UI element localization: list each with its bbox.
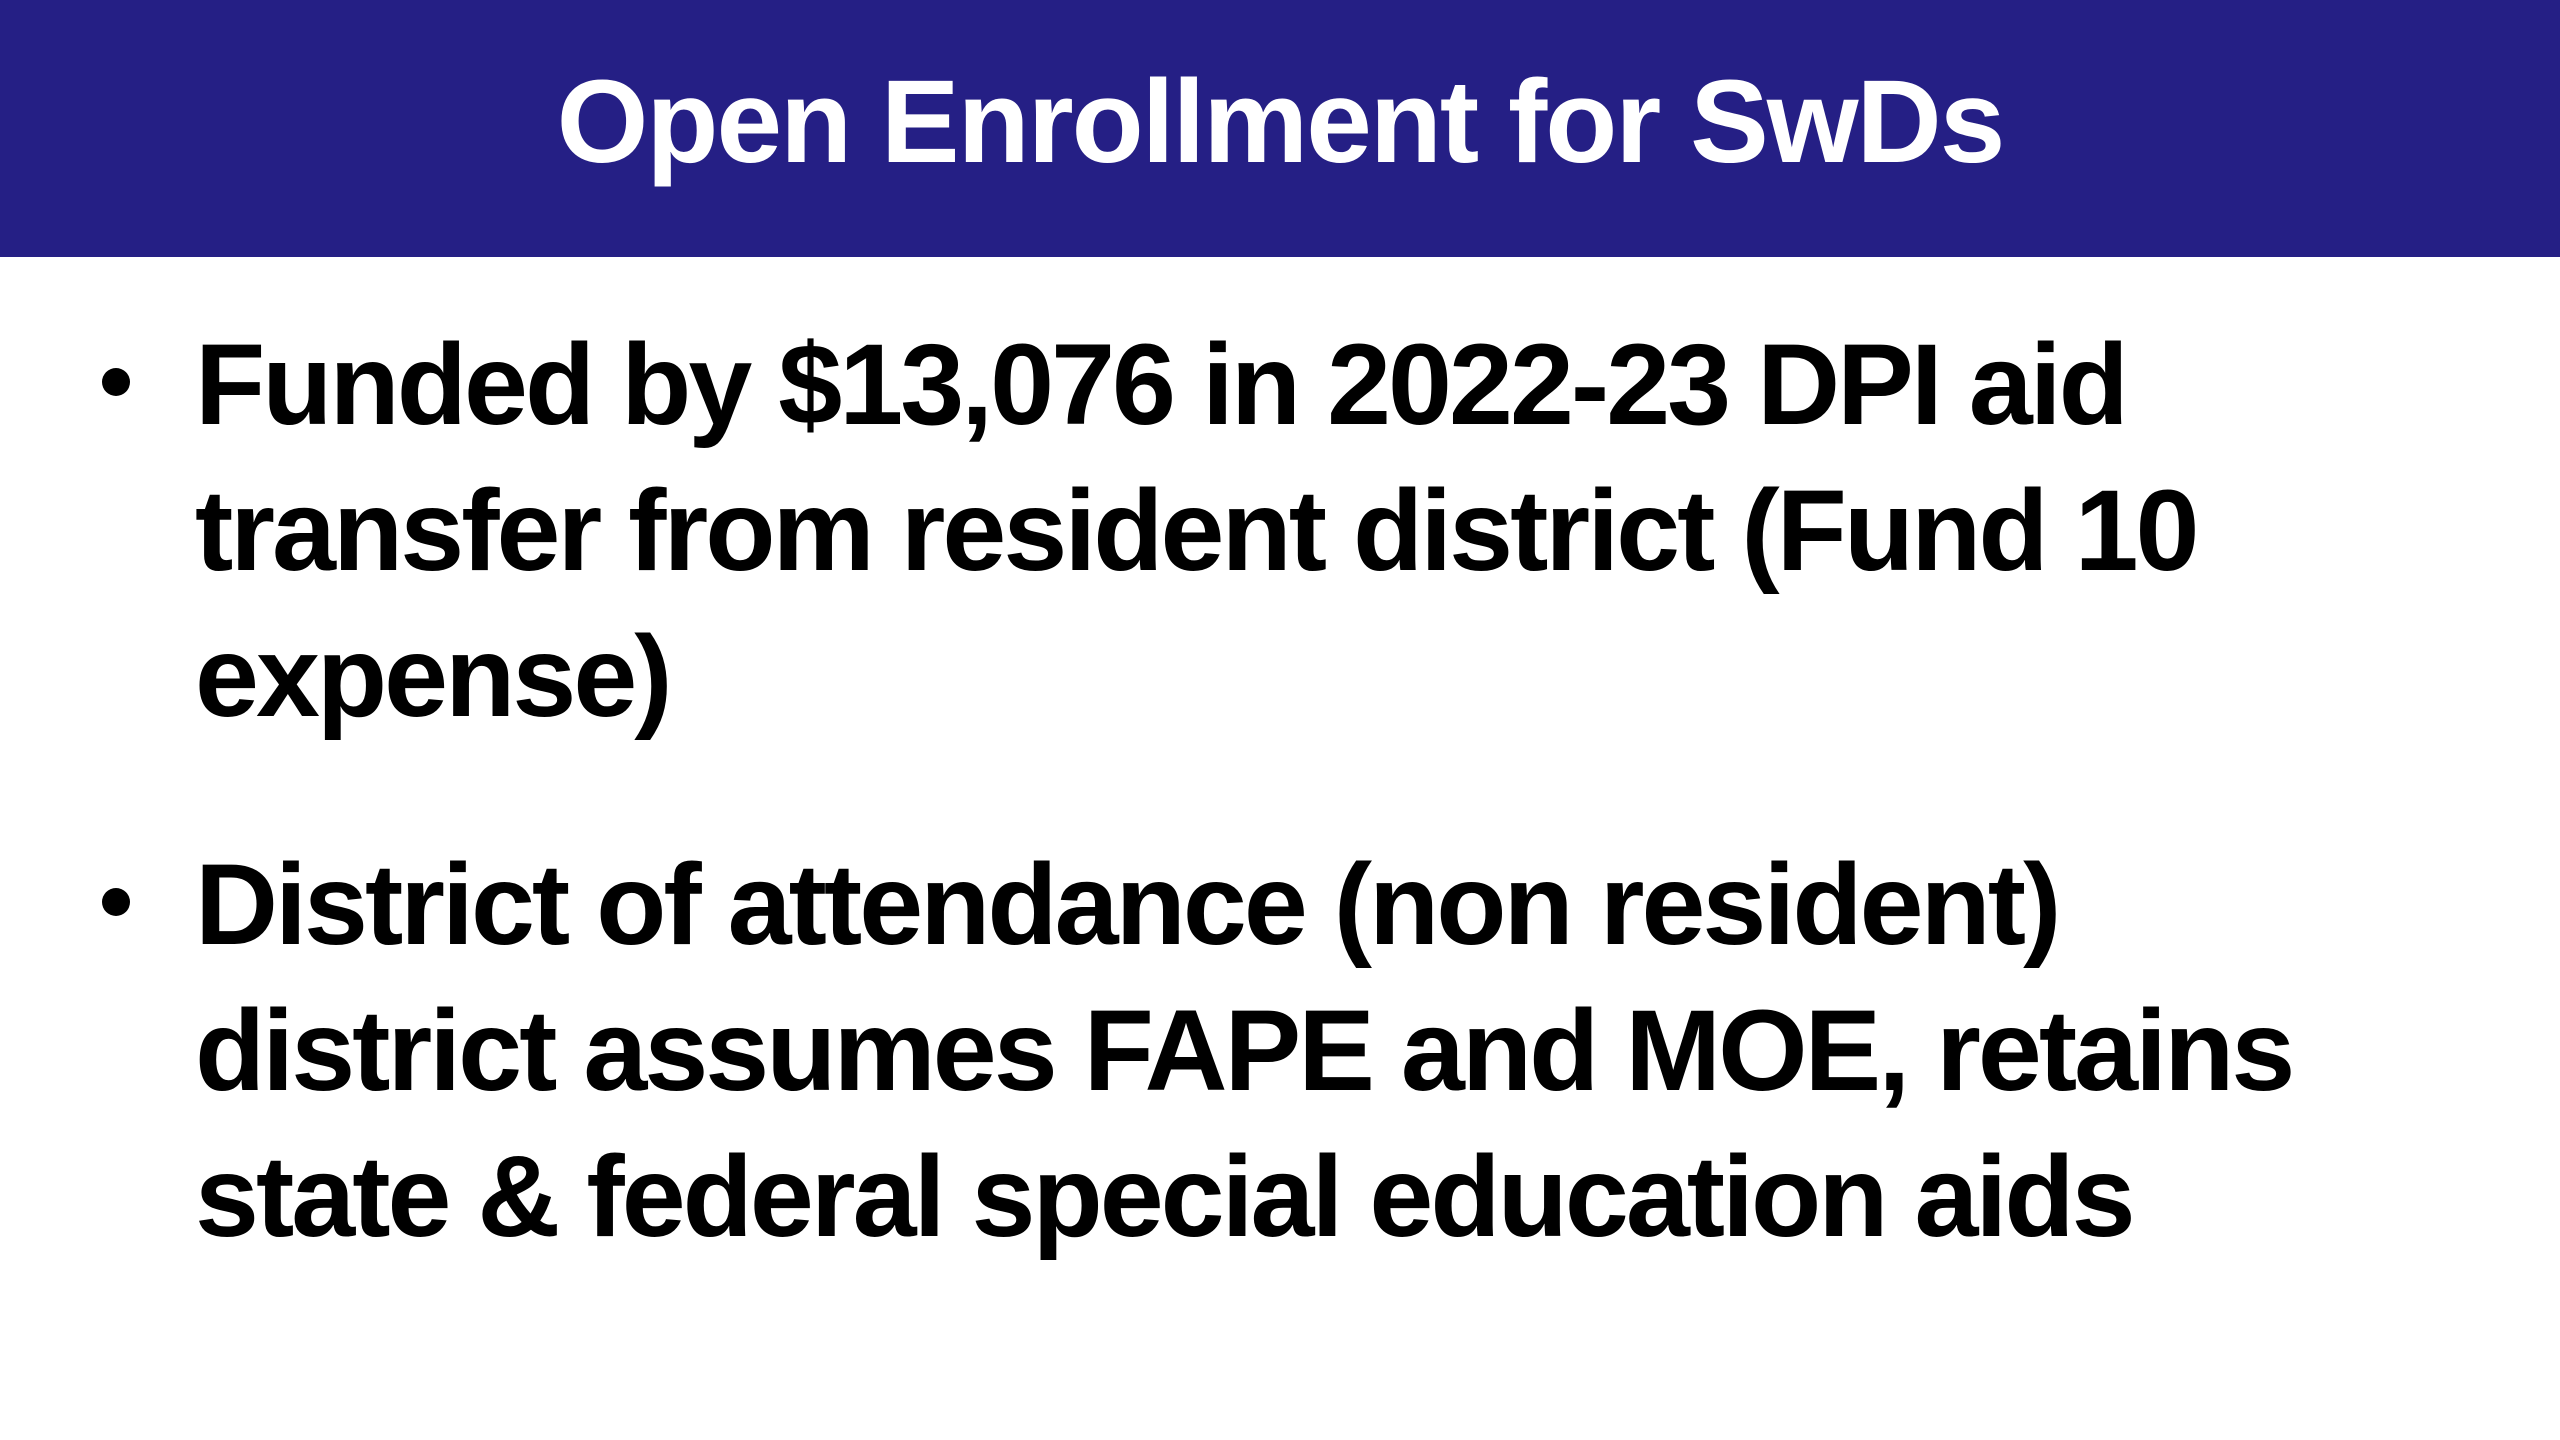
bullet-line: District of attendance (non resident) (195, 841, 2059, 969)
bullet-line: Funded by $13,076 in 2022-23 DPI aid (195, 321, 2126, 449)
bullet-line: district assumes FAPE and MOE, retains (195, 987, 2293, 1115)
slide-title: Open Enrollment for SwDs (556, 55, 2004, 188)
bullet-text (195, 832, 2525, 1270)
bullet-dot-icon (102, 368, 130, 396)
bullet-line: state & federal special education aids (195, 1133, 2133, 1261)
bullet-line: expense) (195, 613, 670, 741)
bullet-dot-icon (102, 888, 130, 916)
bullet-text (195, 312, 2525, 750)
bullet-line: transfer from resident district (Fund 10 (195, 467, 2197, 595)
